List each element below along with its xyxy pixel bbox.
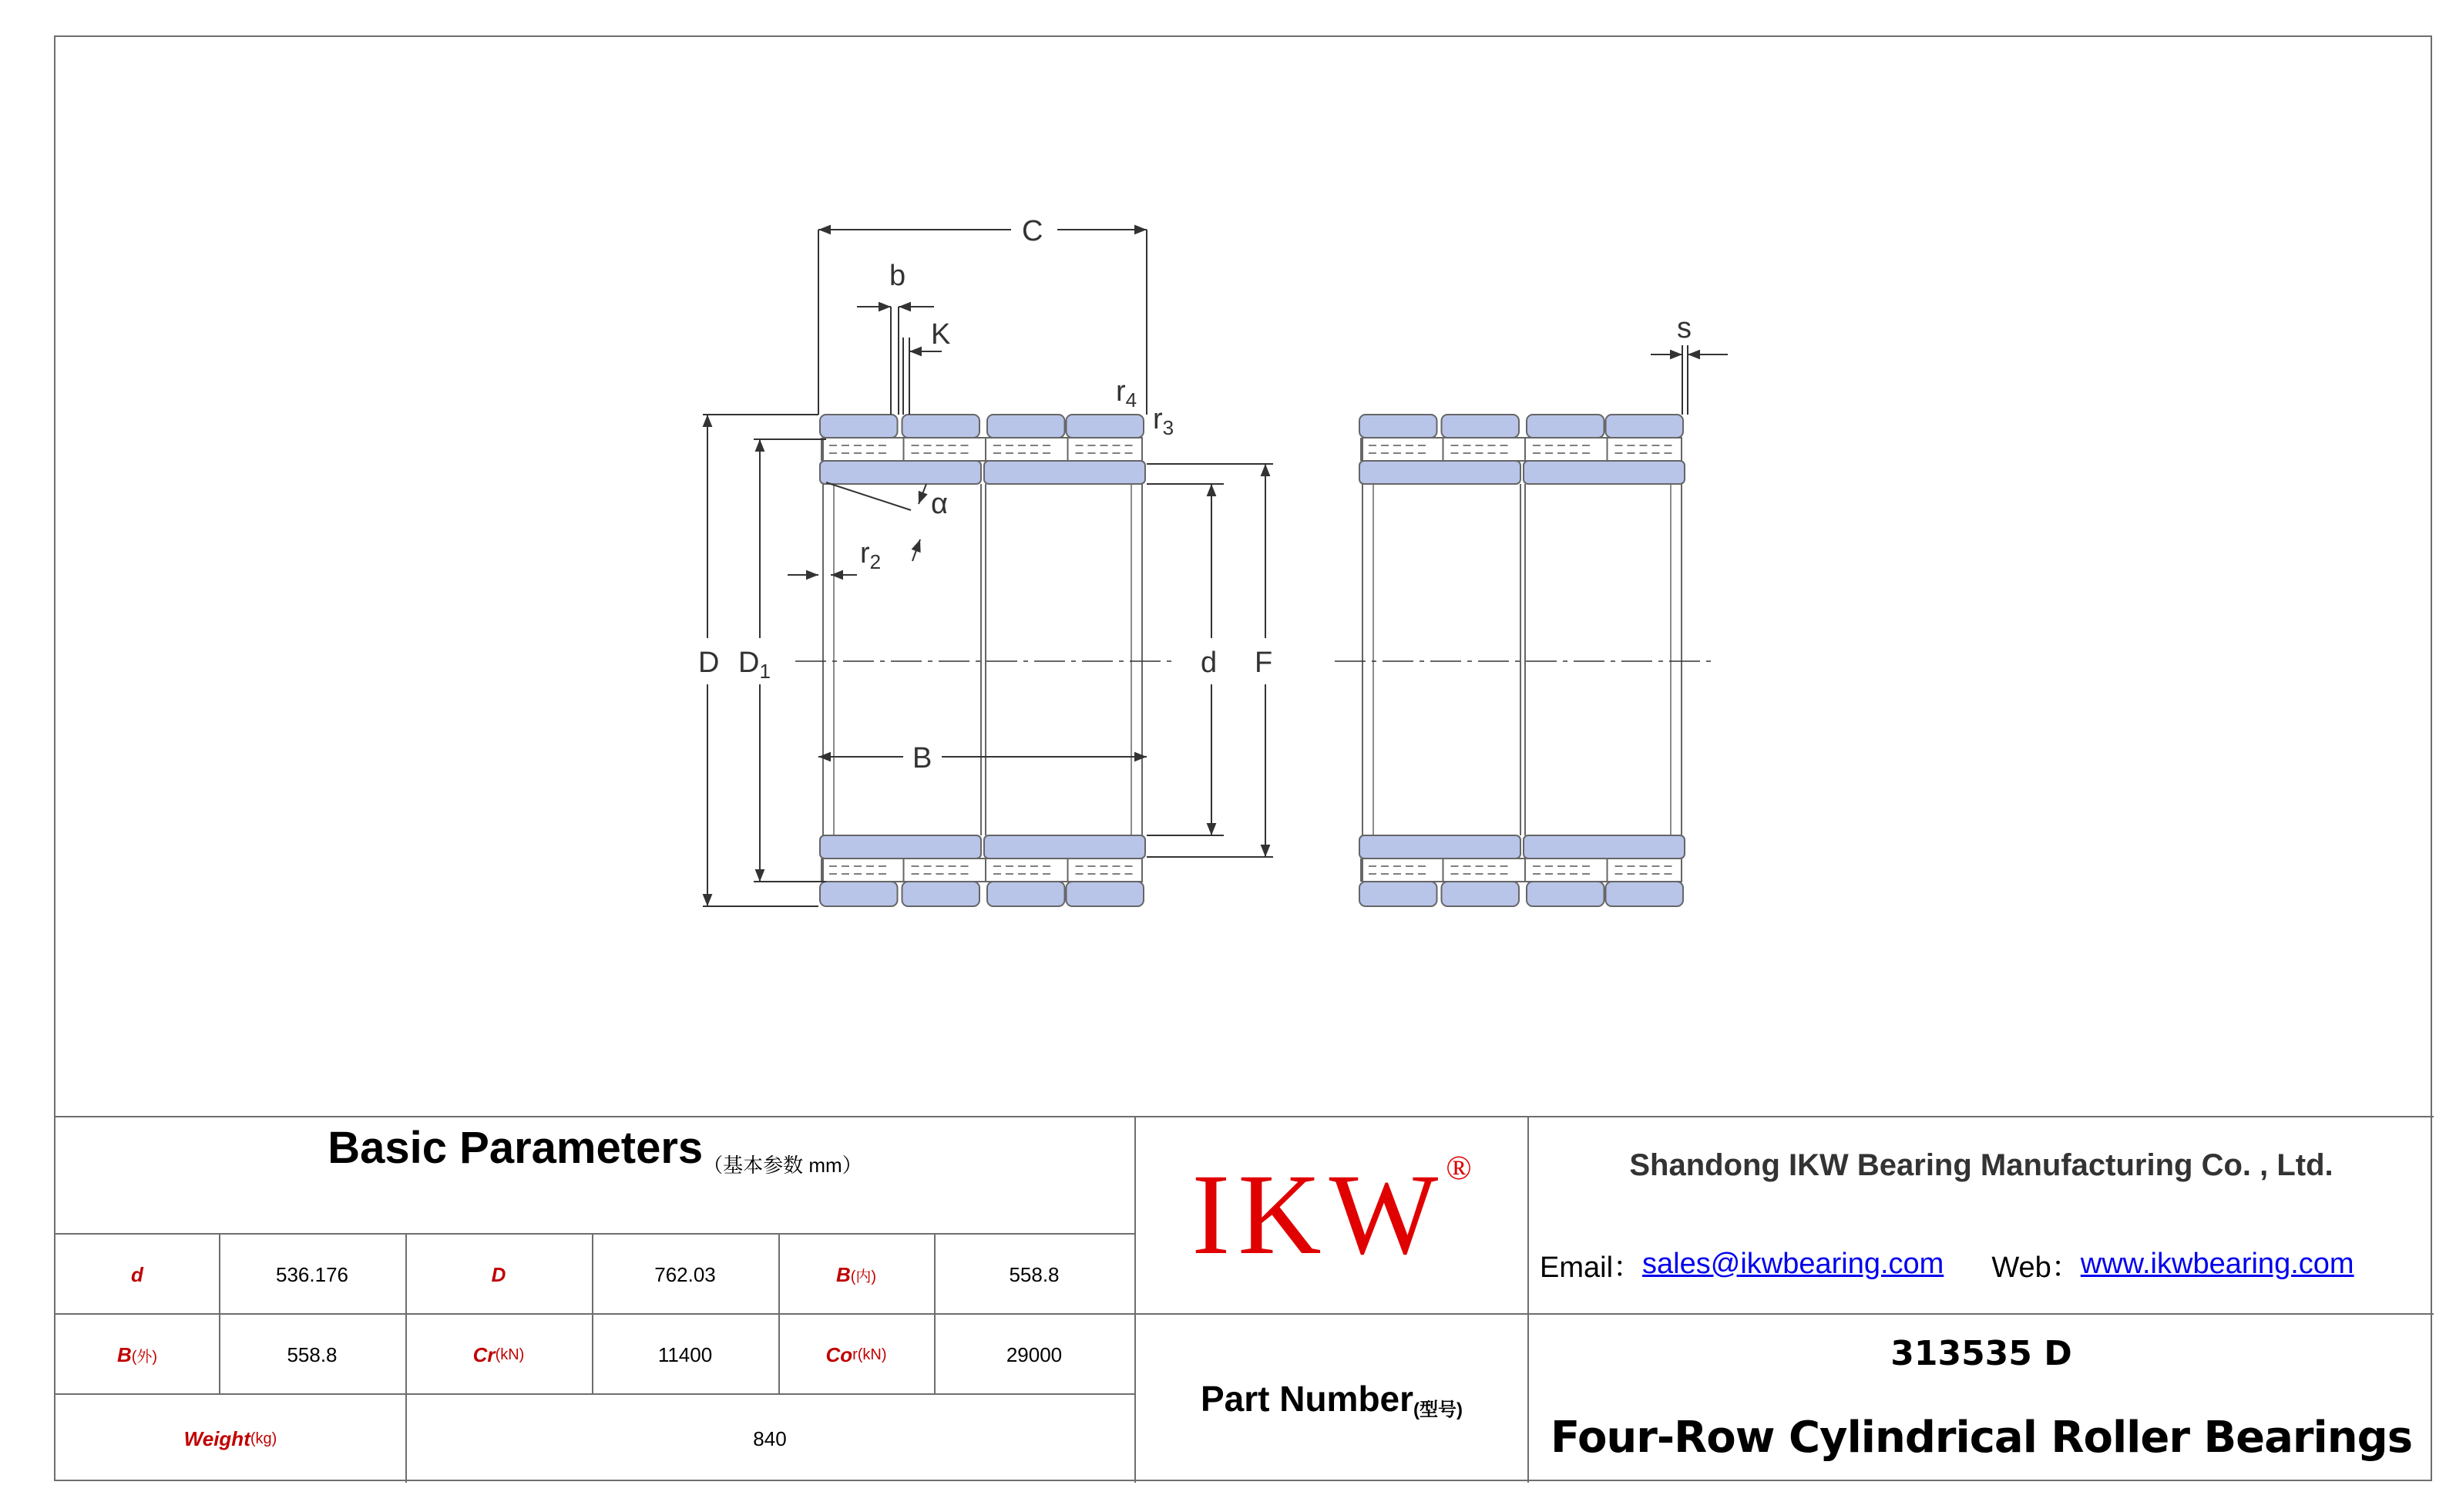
product-model: 313535 D <box>1890 1333 2072 1373</box>
company-name: Shandong IKW Bearing Manufacturing Co. , Ltd. <box>1629 1147 2333 1182</box>
email-link[interactable]: sales@ikwbearing.com <box>1642 1247 1944 1280</box>
title-block <box>55 1116 2434 1483</box>
dim-label-F: F <box>1255 647 1273 679</box>
param-label-Cor: Co r(kN) <box>825 1342 887 1366</box>
dimension-lines <box>703 230 1728 906</box>
dim-label-b: b <box>889 260 906 292</box>
param-label-weight: Weight (kg) <box>183 1426 277 1450</box>
params-title <box>55 1116 1134 1233</box>
dim-label-s: s <box>1677 312 1692 344</box>
param-label-d: d <box>131 1262 143 1286</box>
dim-label-alpha: α <box>931 488 948 520</box>
dim-label-B: B <box>912 742 932 774</box>
dim-label-K: K <box>931 318 951 351</box>
dim-label-r3: $r_3$ <box>1153 403 1174 439</box>
company-logo <box>1136 1116 1527 1313</box>
section-view-left <box>820 415 1145 906</box>
web-link[interactable]: www.ikwbearing.com <box>2080 1247 2354 1280</box>
part-number-label: Part Number (型号) <box>1200 1379 1463 1420</box>
param-label-B-inner: B (内) <box>835 1262 877 1286</box>
param-label-B-outer: B (外) <box>116 1342 158 1366</box>
param-value-Cr: 11400 <box>657 1342 713 1366</box>
param-label-Cr: Cr (kN) <box>472 1342 525 1366</box>
bearing-drawing <box>55 37 2434 1116</box>
dim-label-r2: $r_2$ <box>860 537 882 573</box>
param-label-D: D <box>491 1262 506 1286</box>
logo-text: IKW <box>1191 1151 1446 1278</box>
dim-label-C: C <box>1022 215 1043 247</box>
params-title-text: Basic Parameters <box>328 1123 704 1173</box>
param-value-weight: 840 <box>753 1426 787 1450</box>
params-title-note: （基本参数 mm） <box>703 1154 862 1177</box>
company-contacts <box>1529 1215 2434 1313</box>
drawing-sheet <box>54 35 2432 1481</box>
product-type: Four-Row Cylindrical Roller Bearings <box>1550 1412 2413 1463</box>
logo-registered-mark: ® <box>1446 1149 1472 1187</box>
param-value-d: 536.176 <box>276 1262 348 1286</box>
web-label: Web： <box>1991 1251 2081 1284</box>
dim-label-r4: $r_4$ <box>1116 375 1137 412</box>
dim-label-D: D <box>698 647 720 679</box>
email-label: Email： <box>1540 1251 1643 1284</box>
dim-label-d: d <box>1201 647 1218 679</box>
section-view-right <box>1359 415 1685 906</box>
param-value-Cor: 29000 <box>1006 1342 1063 1366</box>
param-value-B-inner: 558.8 <box>1009 1262 1060 1286</box>
dim-label-D1: $D_1$ <box>738 647 771 683</box>
param-value-B-outer: 558.8 <box>287 1342 338 1366</box>
param-value-D: 762.03 <box>654 1262 716 1286</box>
